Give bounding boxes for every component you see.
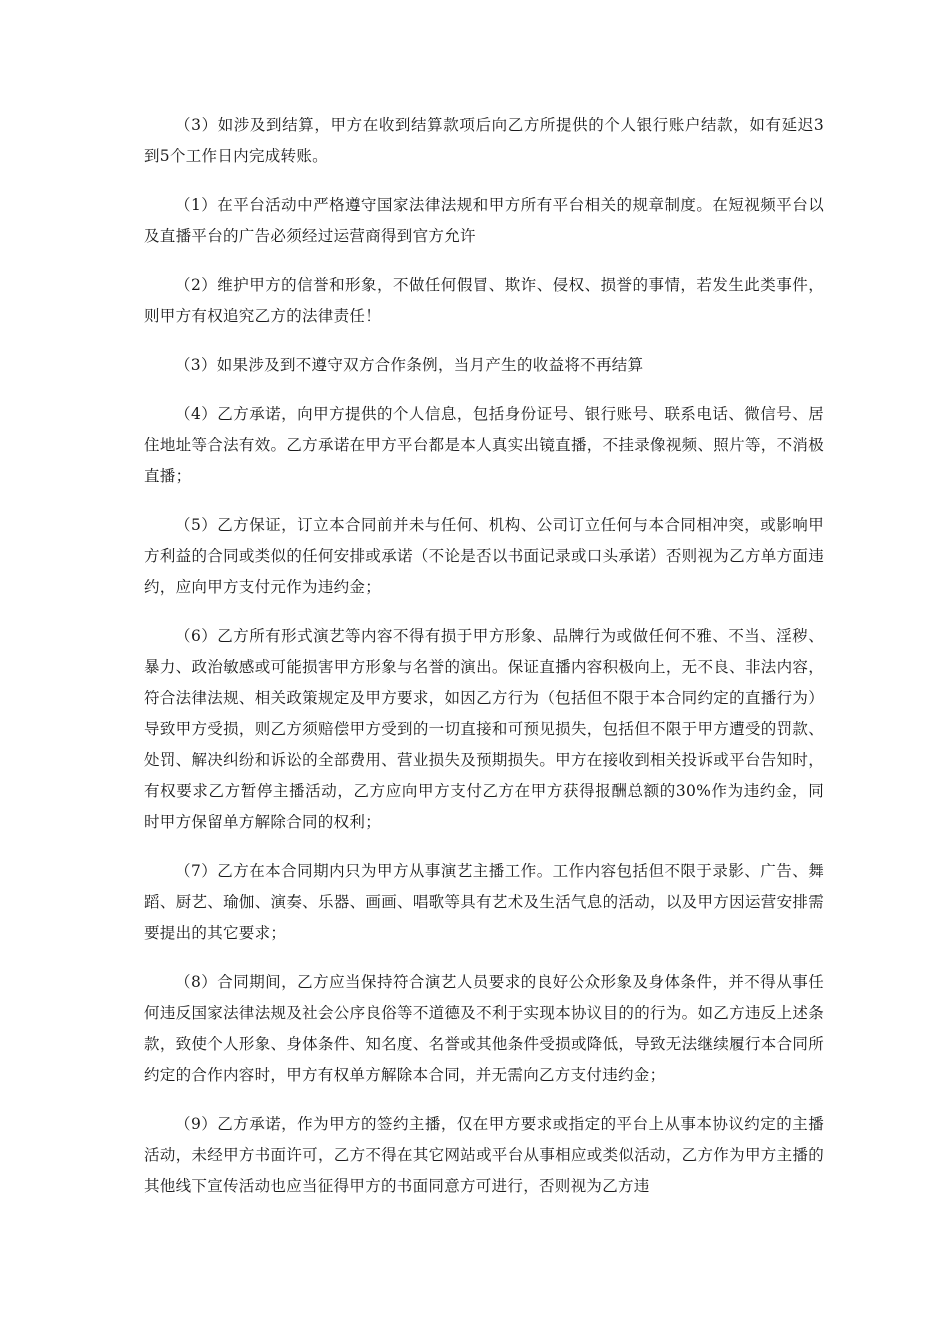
paragraph-clause-9: （9）乙方承诺，作为甲方的签约主播，仅在甲方要求或指定的平台上从事本协议约定的主播活动，未经甲方书面许可，乙方不得在其它网站或平台从事相应或类似活动，乙方作为甲方主播的其他线下宣传活动也应当征得甲方的书面同意方可进行，否则视为乙方违: [144, 1115, 824, 1195]
paragraph-clause-5: （5）乙方保证，订立本合同前并未与任何、机构、公司订立任何与本合同相冲突，或影响甲方利益的合同或类似的任何安排或承诺（不论是否以书面记录或口头承诺）否则视为乙方单方面违约，应向甲方支付元作为违约金；: [144, 516, 824, 596]
paragraph-clause-7: （7）乙方在本合同期内只为甲方从事演艺主播工作。工作内容包括但不限于录影、广告、舞蹈、厨艺、瑜伽、演奏、乐器、画画、唱歌等具有艺术及生活气息的活动，以及甲方因运营安排需要提出的其它要求；: [144, 862, 824, 942]
paragraph-clause-1: （1）在平台活动中严格遵守国家法律法规和甲方所有平台相关的规章制度。在短视频平台以及直播平台的广告必须经过运营商得到官方允许: [144, 196, 824, 245]
paragraph-clause-2: （2）维护甲方的信誉和形象，不做任何假冒、欺诈、侵权、损誉的事情，若发生此类事件，则甲方有权追究乙方的法律责任！: [144, 276, 824, 325]
paragraph-settlement: （3）如涉及到结算，甲方在收到结算款项后向乙方所提供的个人银行账户结款，如有延迟3到5个工作日内完成转账。: [144, 116, 824, 165]
paragraph-clause-3: （3）如果涉及到不遵守双方合作条例，当月产生的收益将不再结算: [175, 356, 644, 374]
document-body: [144, 110, 824, 1220]
paragraph-clause-4: （4）乙方承诺，向甲方提供的个人信息，包括身份证号、银行账号、联系电话、微信号、居住地址等合法有效。乙方承诺在甲方平台都是本人真实出镜直播，不挂录像视频、照片等，不消极直播；: [144, 405, 824, 485]
paragraph-clause-6: （6）乙方所有形式演艺等内容不得有损于甲方形象、品牌行为或做任何不雅、不当、淫秽、暴力、政治敏感或可能损害甲方形象与名誉的演出。保证直播内容积极向上，无不良、非法内容，符合法律法规、相关政策规定及甲方要求，如因乙方行为（包括但不限于本合同约定的直播行为）导致甲方受损，则乙方须赔偿甲方受到的一切直接和可预见损失，包括但不限于甲方遭受的罚款、处罚、解决纠纷和诉讼的全部费用、营业损失及预期损失。甲方在接收到相关投诉或平台告知时，有权要求乙方暂停主播活动，乙方应向甲方支付乙方在甲方获得报酬总额的30%作为违约金，同时甲方保留单方解除合同的权利；: [144, 627, 824, 831]
paragraph-clause-8: （8）合同期间，乙方应当保持符合演艺人员要求的良好公众形象及身体条件，并不得从事任何违反国家法律法规及社会公序良俗等不道德及不利于实现本协议目的的行为。如乙方违反上述条款，致使个人形象、身体条件、知名度、名誉或其他条件受损或降低，导致无法继续履行本合同所约定的合作内容时，甲方有权单方解除本合同，并无需向乙方支付违约金；: [144, 973, 824, 1084]
